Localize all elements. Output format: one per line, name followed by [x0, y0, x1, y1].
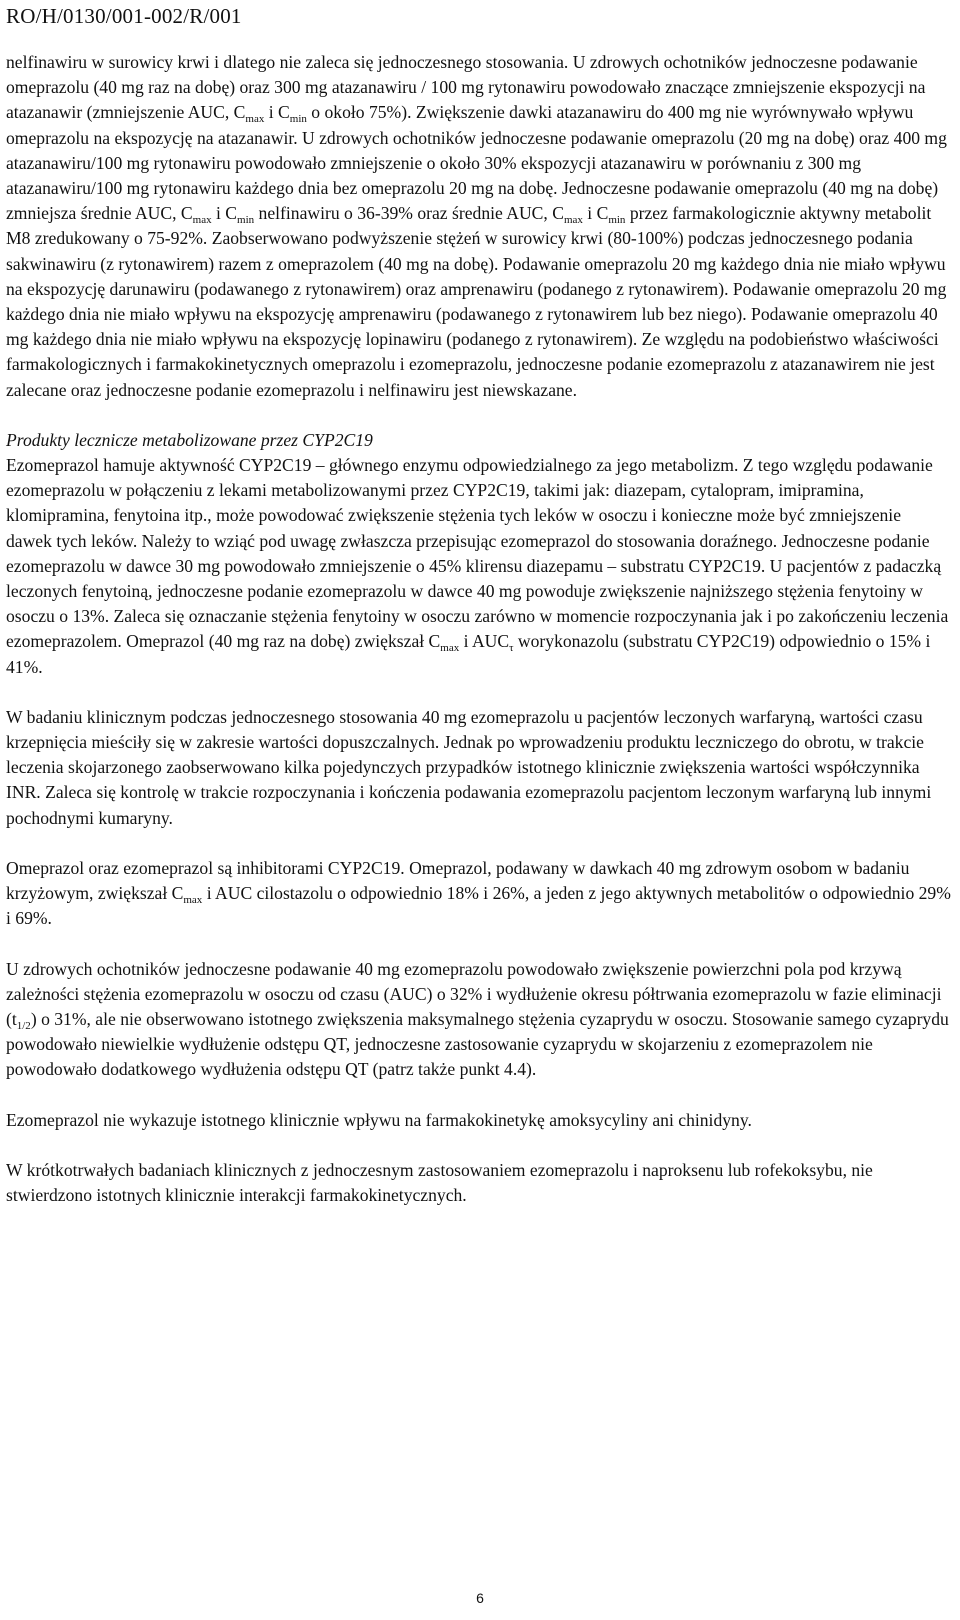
section-heading-cyp2c19: Produkty lecznicze metabolizowane przez CYP2C19	[6, 429, 373, 450]
document-body	[6, 50, 951, 1208]
document-id-header: RO/H/0130/001-002/R/001	[6, 4, 242, 28]
page-number: 6	[476, 1590, 484, 1606]
paragraph-amoxicillin-quinidine: Ezomeprazol nie wykazuje istotnego klinicznie wpływu na farmakokinetykę amoksycyliny ani chinidyny.	[6, 1109, 752, 1130]
paragraph-cisapride: U zdrowych ochotników jednoczesne podawanie 40 mg ezomeprazolu powodowało zwiększenie powierzchni pola pod krzywą zależności stężenia ezomeprazolu w osoczu od czasu (AUC) o 32% i wydłużenie okresu półtrwania ezomeprazolu w fazie eliminacji $(t_{1/2})$ o 31%, ale nie obserwowano istotnego zwiększenia maksymalnego stężenia cyzaprydu w osoczu. Stosowanie samego cyzaprydu powodowało niewielkie wydłużenie odstępu QT, jednoczesne zastosowanie cyzaprydu w skojarzeniu z ezomeprazolem nie powodowało dodatkowego wydłużenia odstępu QT (patrz także punkt 4.4).	[6, 958, 949, 1080]
paragraph-naproxen-rofecoxib: W krótkotrwałych badaniach klinicznych z jednoczesnym zastosowaniem ezomeprazolu i naproksenu lub rofekoksybu, nie stwierdzono istotnych klinicznie interakcji farmakokinetycznych.	[6, 1159, 873, 1205]
paragraph-cyp2c19-inhibition: Ezomeprazol hamuje aktywność CYP2C19 – głównego enzymu odpowiedzialnego za jego metabolizm. Z tego względu podawanie ezomeprazolu w połączeniu z lekami metabolizowanymi przez CYP2C19, takimi jak: diazepam, cytalopram, imipramina, klomipramina, fenytoina itp., może powodować zwiększenie stężenia tych leków w osoczu i konieczne może być zmniejszenie dawek tych leków. Należy to wziąć pod uwagę zwłaszcza przepisując ezomeprazol do stosowania doraźnego. Jednoczesne podanie ezomeprazolu w dawce 30 mg powodowało zmniejszenie o 45% klirensu diazepamu – substratu CYP2C19. U pacjentów z padaczką leczonych fenytoiną, jednoczesne podanie ezomeprazolu w dawce 40 mg powoduje zwiększenie najniższego stężenia fenytoiny w osoczu o 13%. Zaleca się oznaczanie stężenia fenytoiny w osoczu zarówno w momencie rozpoczynania jak i po zakończeniu leczenia ezomeprazolem. Omeprazol (40 mg raz na dobę) zwiększał $C_{max}$ i $AUC_\tau$ worykonazolu (substratu CYP2C19) odpowiednio o 15% i 41%.	[6, 455, 949, 677]
paragraph-antiretroviral-interactions: nelfinawiru w surowicy krwi i dlatego nie zaleca się jednoczesnego stosowania. U zdrowych ochotników jednoczesne podawanie omeprazolu (40 mg raz na dobę) oraz 300 mg atazanawiru / 100 mg rytonawiru powodowało znaczące zmniejszenie ekspozycji na atazanawir (zmniejszenie AUC, $C_{max}$ i $C_{min}$ o około 75%). Zwiększenie dawki atazanawiru do 400 mg nie wyrównywało wpływu omeprazolu na ekspozycję na atazanawir. U zdrowych ochotników jednoczesne podawanie omeprazolu (20 mg na dobę) oraz 400 mg atazanawiru/100 mg rytonawiru powodowało zmniejszenie o około 30% ekspozycji atazanawiru w porównaniu z 300 mg atazanawiru/100 mg rytonawiru każdego dnia bez omeprazolu 20 mg na dobę. Jednoczesne podawanie omeprazolu (40 mg na dobę) zmniejsza średnie AUC, $C_{max}$ i $C_{min}$ nelfinawiru o 36-39% oraz średnie AUC, $C_{max}$ i $C_{min}$ przez farmakologicznie aktywny metabolit M8 zredukowany o 75-92%. Zaobserwowano podwyższenie stężeń w surowicy krwi (80-100%) podczas jednoczesnego podania sakwinawiru (z rytonawirem) razem z omeprazolem (40 mg na dobę). Podawanie omeprazolu 20 mg każdego dnia nie miało wpływu na ekspozycję darunawiru (podawanego z rytonawirem) oraz amprenawiru (podanego z rytonawirem). Podawanie omeprazolu 20 mg każdego dnia nie miało wpływu na ekspozycję amprenawiru (podawanego z rytonawirem lub bez niego). Podawanie omeprazolu 40 mg każdego dnia nie miało wpływu na ekspozycję lopinawiru (podanego z rytonawirem). Ze względu na podobieństwo właściwości farmakologicznych i farmakokinetycznych omeprazolu i ezomeprazolu, jednoczesne podanie ezomeprazolu z atazanawirem nie jest zalecane oraz jednoczesne podanie ezomeprazolu i nelfinawiru jest niewskazane.	[6, 52, 947, 400]
paragraph-cilostazol: Omeprazol oraz ezomeprazol są inhibitorami CYP2C19. Omeprazol, podawany w dawkach 40 mg zdrowym osobom w badaniu krzyżowym, zwiększał $C_{max}$ i AUC cilostazolu o odpowiednio 18% i 26%, a jeden z jego aktywnych metabolitów o odpowiednio 29% i 69%.	[6, 857, 951, 929]
paragraph-warfarin: W badaniu klinicznym podczas jednoczesnego stosowania 40 mg ezomeprazolu u pacjentów leczonych warfaryną, wartości czasu krzepnięcia mieściły się w zakresie wartości dopuszczalnych. Jednak po wprowadzeniu produktu leczniczego do obrotu, w trakcie leczenia skojarzonego zaobserwowano kilka pojedynczych przypadków istotnego klinicznie zwiększenia wartości współczynnika INR. Zaleca się kontrolę w trakcie rozpoczynania i kończenia podawania ezomeprazolu pacjentom leczonym warfaryną lub innymi pochodnymi kumaryny.	[6, 706, 932, 828]
